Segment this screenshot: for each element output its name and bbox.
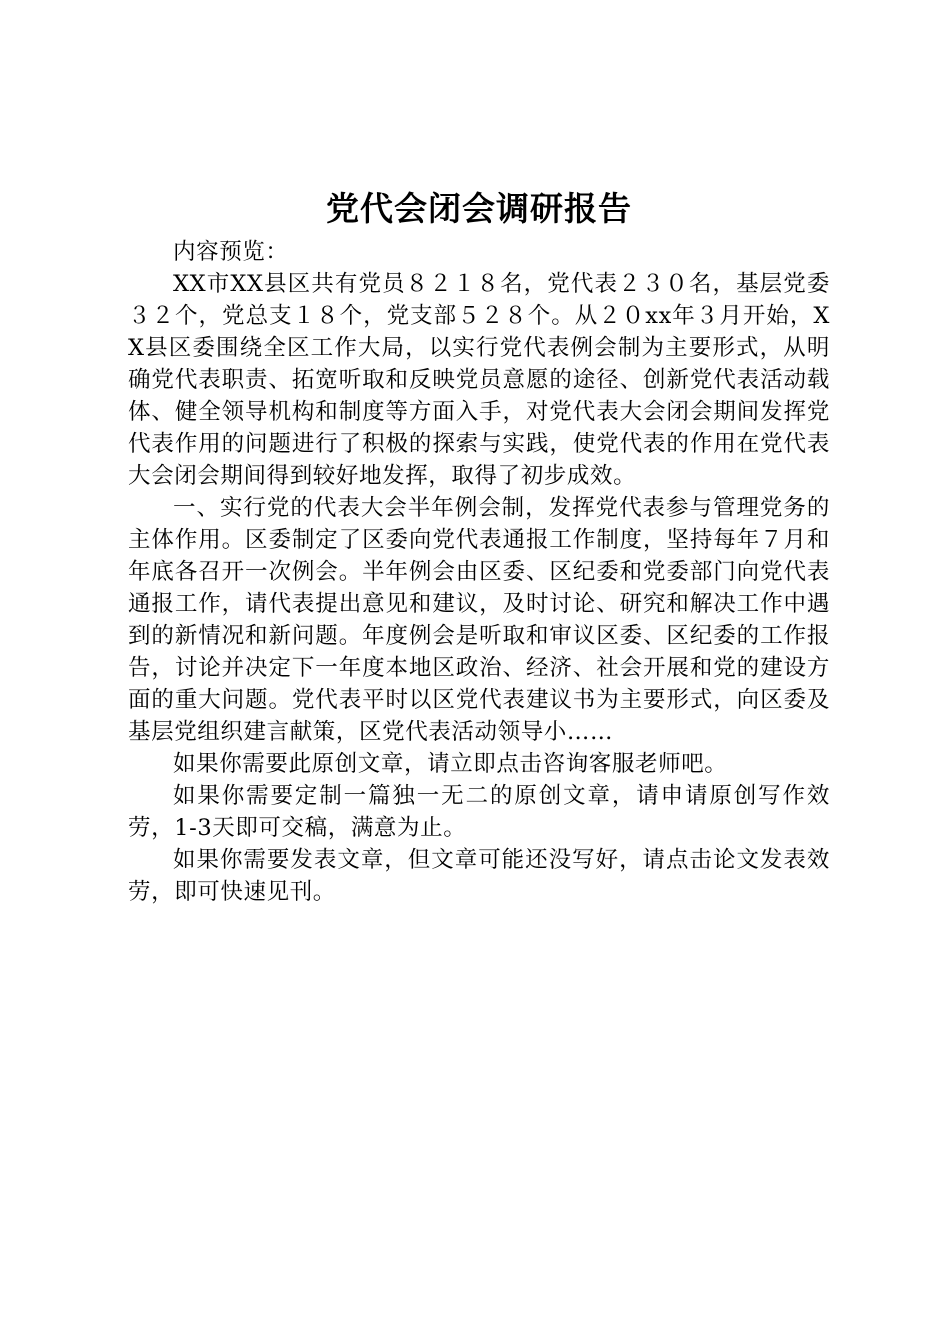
paragraph-section-one: 一、实行党的代表大会半年例会制，发挥党代表参与管理党务的主体作用。区委制定了区委向党代表通报工作制度，坚持每年７月和年底各召开一次例会。半年例会由区委、区纪委和党委部门向党代表通报工作，请代表提出意见和建议，及时讨论、研究和解决工作中遇到的新情况和新问题。年度例会是听取和审议区委、区纪委的工作报告，讨论并决定下一年度本地区政治、经济、社会开展和党的建设方面的重大问题。党代表平时以区党代表建议书为主要形式，向区委及基层党组织建言献策，区党代表活动领导小…… [128,495,830,745]
paragraph-custom-writing: 如果你需要定制一篇独一无二的原创文章，请申请原创写作效劳，1-3天即可交稿，满意为止。 [128,783,830,841]
paragraph-consult-service: 如果你需要此原创文章，请立即点击咨询客服老师吧。 [173,751,728,777]
preview-label: 内容预览： [173,239,289,265]
document-title: 党代会闭会调研报告 [326,189,632,228]
paragraph-overview: XX市XX县区共有党员８２１８名，党代表２３０名，基层党委３２个，党总支１８个，党支部５２８个。从２０xx年３月开始，XX县区委围绕全区工作大局，以实行党代表例会制为主要形式，从明确党代表职责、拓宽听取和反映党员意愿的途径、创新党代表活动载体、健全领导机构和制度等方面入手，对党代表大会闭会期间发挥党代表作用的问题进行了积极的探索与实践，使党代表的作用在党代表大会闭会期间得到较好地发挥，取得了初步成效。 [128,271,830,489]
paragraph-publishing: 如果你需要发表文章，但文章可能还没写好，请点击论文发表效劳，即可快速见刊。 [128,847,830,905]
document-body [128,188,830,908]
